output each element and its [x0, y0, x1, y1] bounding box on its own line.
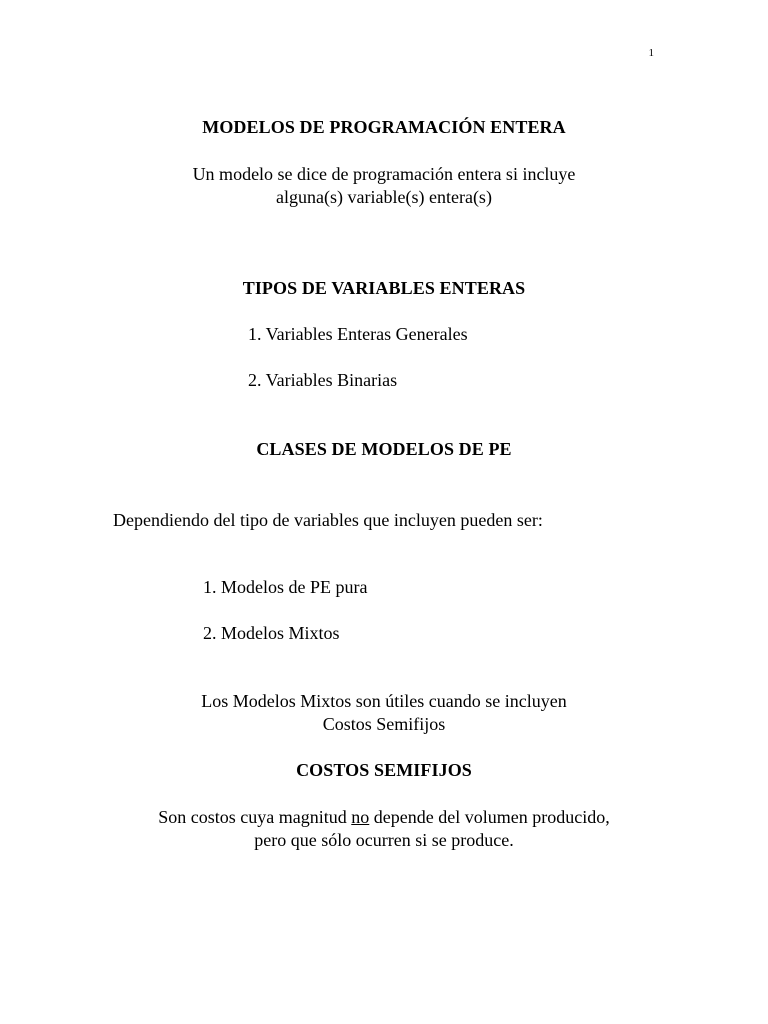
intro-line-1: Un modelo se dice de programación entera si incluye [192, 164, 576, 184]
intro-line-2: alguna(s) variable(s) entera(s) [276, 187, 492, 207]
definition-emphasis-no: no [351, 807, 370, 827]
list-item-pure-model: 1. Modelos de PE pura [203, 577, 368, 597]
list-item-general-integer: 1. Variables Enteras Generales [248, 324, 468, 344]
definition-line-1 [0, 806, 768, 829]
list-item-binary: 2. Variables Binarias [248, 370, 398, 390]
section-heading-model-classes: CLASES DE MODELOS DE PE [256, 439, 512, 459]
note-line-2: Costos Semifijos [322, 714, 446, 734]
section-heading-semifixed-costs: COSTOS SEMIFIJOS [296, 760, 472, 780]
semifixed-costs-definition [0, 806, 768, 852]
section-heading-variable-types: TIPOS DE VARIABLES ENTERAS [242, 278, 526, 298]
mixed-models-note [0, 690, 768, 736]
note-line-1: Los Modelos Mixtos son útiles cuando se incluyen [201, 691, 567, 711]
definition-text-after: depende del volumen producido, [369, 807, 610, 827]
page-number: 1 [648, 47, 654, 59]
definition-text-before: Son costos cuya magnitud [158, 807, 352, 827]
document-title: MODELOS DE PROGRAMACIÓN ENTERA [202, 117, 566, 137]
classes-lead-text: Dependiendo del tipo de variables que incluyen pueden ser: [113, 510, 543, 530]
definition-line-2: pero que sólo ocurren si se produce. [254, 830, 514, 850]
intro-paragraph [0, 163, 768, 209]
list-item-mixed-model: 2. Modelos Mixtos [203, 623, 340, 643]
